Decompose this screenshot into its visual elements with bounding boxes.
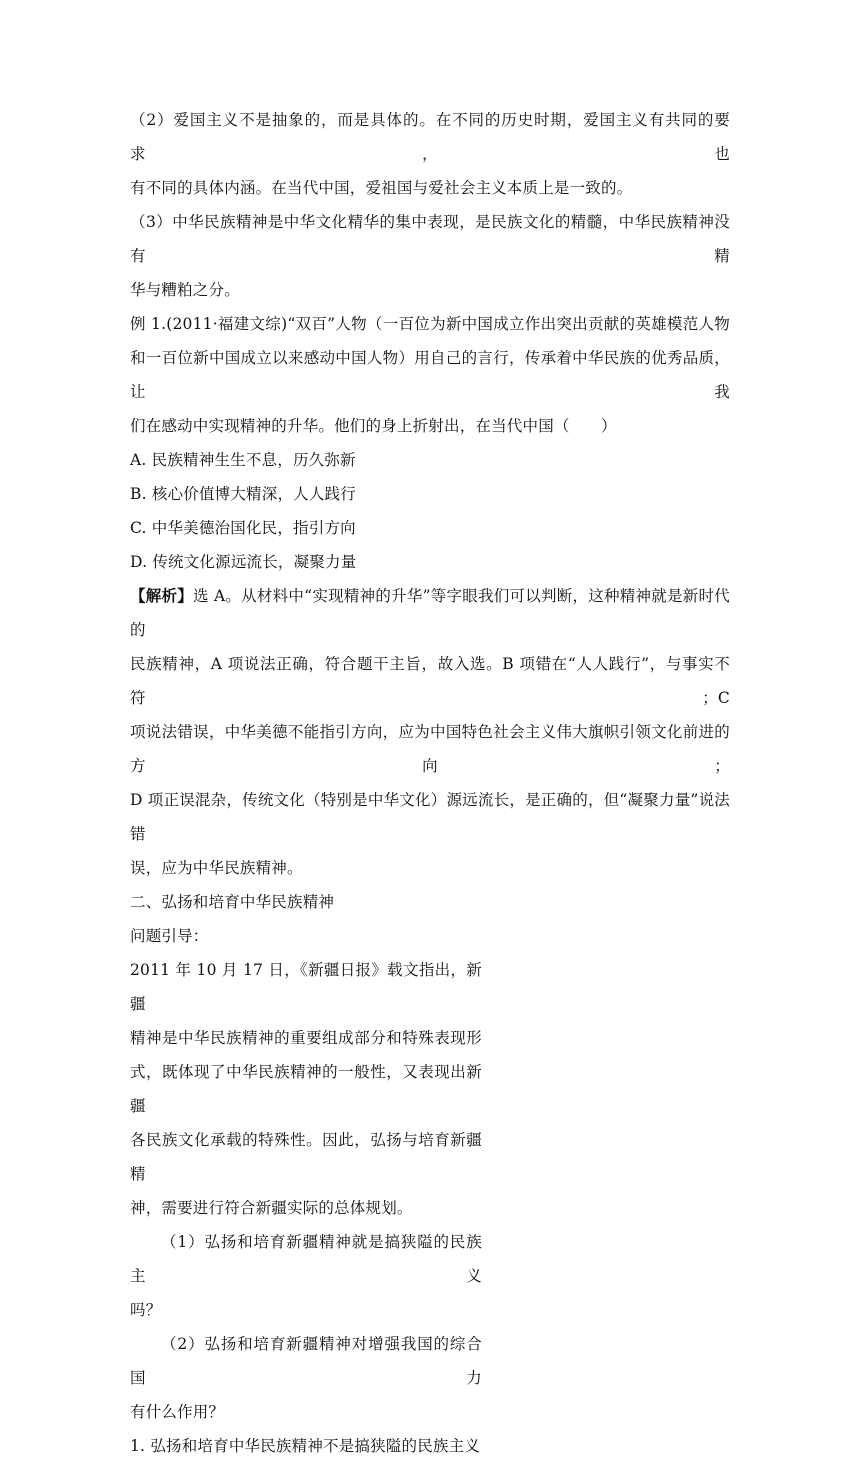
analysis-line-2: 民族精神，A 项说法正确，符合题干主旨，故入选。B 项错在“人人践行”，与事实不符；C xyxy=(130,655,730,707)
option-c: C. 中华美德治国化民，指引方向 xyxy=(130,519,356,537)
analysis-label: 【解析】 xyxy=(130,586,194,605)
material-line-3: 式，既体现了中华民族精神的一般性，又表现出新疆 xyxy=(130,1063,482,1115)
analysis-line-3: 项说法错误，中华美德不能指引方向，应为中国特色社会主义伟大旗帜引领文化前进的方向； xyxy=(130,723,730,775)
example-1-stem-line-3: 们在感动中实现精神的升华。他们的身上折射出，在当代中国（ ） xyxy=(130,417,617,435)
material-line-5: 神，需要进行符合新疆实际的总体规划。 xyxy=(130,1199,413,1217)
point-2-line-2: 有不同的具体内涵。在当代中国，爱祖国与爱社会主义本质上是一致的。 xyxy=(130,179,633,197)
analysis-line-1 xyxy=(130,579,730,647)
option-b: B. 核心价值博大精深，人人践行 xyxy=(130,485,356,503)
analysis-line-5: 误，应为中华民族精神。 xyxy=(130,859,303,877)
example-1-stem-line-2: 和一百位新中国成立以来感动中国人物）用自己的言行，传承着中华民族的优秀品质，让我 xyxy=(130,349,730,401)
document-body xyxy=(130,103,730,1463)
analysis-line-1-text: 选 A。从材料中“实现精神的升华”等字眼我们可以判断，这种精神就是新时代的 xyxy=(130,587,730,639)
point-3-line-2: 华与糟粕之分。 xyxy=(130,281,240,299)
material-line-4: 各民族文化承载的特殊性。因此，弘扬与培育新疆精 xyxy=(130,1131,482,1183)
question-2-line-1: （2）弘扬和培育新疆精神对增强我国的综合国力 xyxy=(130,1335,482,1387)
point-2-line-1: （2）爱国主义不是抽象的，而是具体的。在不同的历史时期，爱国主义有共同的要求，也 xyxy=(130,111,730,163)
option-d: D. 传统文化源远流长，凝聚力量 xyxy=(130,553,357,571)
material-line-1: 2011 年 10 月 17 日，《新疆日报》载文指出，新疆 xyxy=(130,961,482,1013)
answer-1-heading: 1. 弘扬和培育中华民族精神不是搞狭隘的民族主义 xyxy=(130,1437,481,1455)
example-1-stem-line-1: 例 1.(2011·福建文综)“双百”人物（一百位为新中国成立作出突出贡献的英雄模范人物 xyxy=(130,315,730,333)
material-line-2: 精神是中华民族精神的重要组成部分和特殊表现形 xyxy=(130,1029,482,1047)
section-2-heading: 二、弘扬和培育中华民族精神 xyxy=(130,893,335,911)
analysis-line-4: D 项正误混杂，传统文化（特别是中华文化）源远流长，是正确的，但“凝聚力量”说法错 xyxy=(130,791,730,843)
guide-label: 问题引导： xyxy=(130,927,209,945)
question-1-line-2: 吗？ xyxy=(130,1301,162,1319)
question-1-line-1: （1）弘扬和培育新疆精神就是搞狭隘的民族主义 xyxy=(130,1233,482,1285)
point-3-line-1: （3）中华民族精神是中华文化精华的集中表现，是民族文化的精髓，中华民族精神没有精 xyxy=(130,213,730,265)
option-a: A. 民族精神生生不息，历久弥新 xyxy=(130,451,356,469)
question-2-line-2: 有什么作用？ xyxy=(130,1403,225,1421)
